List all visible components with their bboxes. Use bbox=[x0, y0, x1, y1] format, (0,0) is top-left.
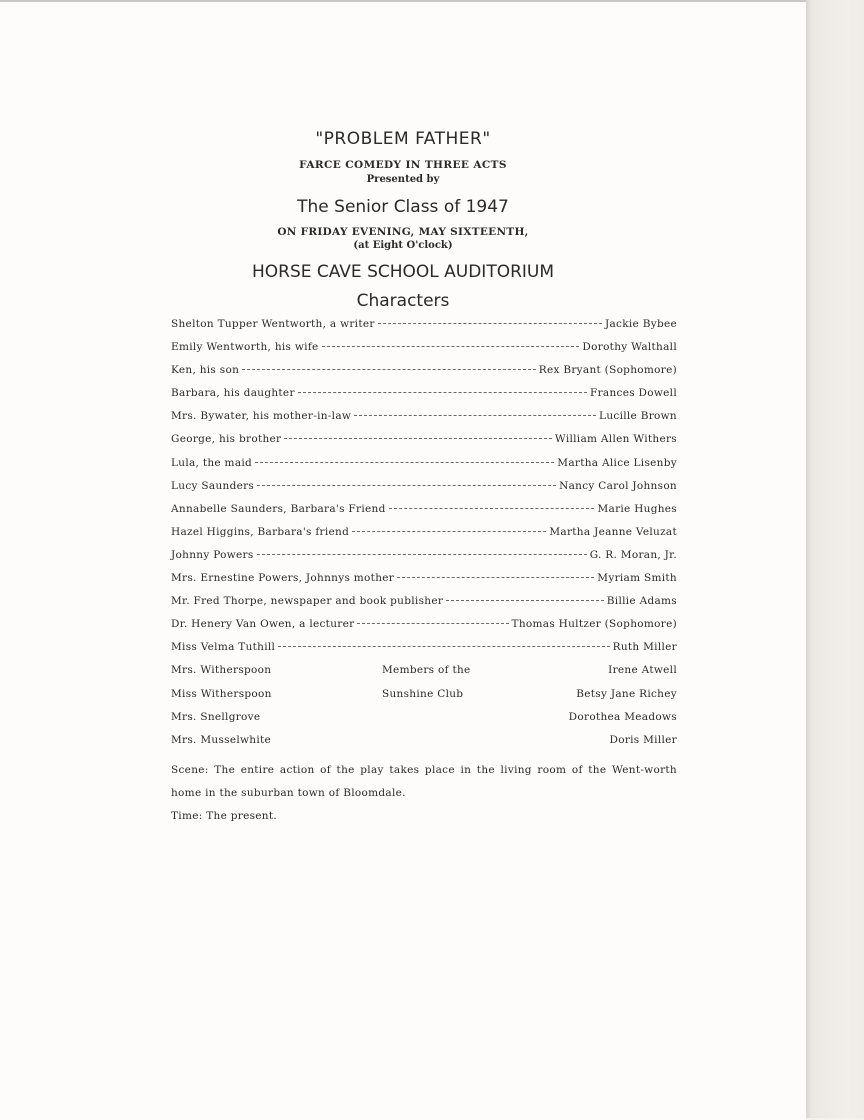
leader-dots bbox=[354, 415, 596, 416]
cast-row bbox=[171, 641, 677, 664]
presenting-class: The Senior Class of 1947 bbox=[297, 197, 509, 217]
cast-row bbox=[171, 572, 677, 595]
character-name: Mr. Fred Thorpe, newspaper and book publisher bbox=[171, 595, 444, 608]
club-label: Sunshine Club bbox=[382, 687, 464, 700]
actor-name: Rex Bryant (Sophomore) bbox=[538, 364, 677, 377]
character-name: Johnny Powers bbox=[171, 548, 254, 561]
cast-row bbox=[171, 457, 677, 480]
leader-dots bbox=[255, 462, 554, 463]
actor-name: Lucille Brown bbox=[599, 410, 677, 423]
leader-dots bbox=[242, 369, 536, 370]
actor-name: Marie Hughes bbox=[597, 502, 677, 515]
character-name: George, his brother bbox=[171, 433, 282, 446]
character-name: Mrs. Snellgrove bbox=[171, 710, 261, 723]
club-row bbox=[171, 734, 677, 757]
cast-row bbox=[171, 503, 677, 526]
actor-name: Doris Miller bbox=[609, 733, 677, 746]
actor-name: Nancy Carol Johnson bbox=[559, 479, 677, 492]
performance-date: ON FRIDAY EVENING, MAY SIXTEENTH, bbox=[277, 226, 529, 238]
actor-name: Thomas Hultzer (Sophomore) bbox=[511, 618, 677, 631]
actor-name: Frances Dowell bbox=[589, 387, 677, 400]
cast-row bbox=[171, 318, 677, 341]
club-row bbox=[171, 664, 677, 687]
character-name: Hazel Higgins, Barbara's friend bbox=[171, 525, 350, 538]
page-edge bbox=[806, 0, 864, 1118]
cast-row bbox=[171, 433, 677, 456]
leader-dots bbox=[257, 485, 556, 486]
character-name: Shelton Tupper Wentworth, a writer bbox=[171, 318, 375, 330]
leader-dots bbox=[322, 346, 580, 347]
club-row bbox=[171, 711, 677, 734]
venue: HORSE CAVE SCHOOL AUDITORIUM bbox=[251, 262, 555, 282]
leader-dots bbox=[257, 554, 587, 555]
character-name: Lula, the maid bbox=[171, 456, 253, 469]
cast-row bbox=[171, 341, 677, 364]
character-name: Miss Witherspoon bbox=[171, 687, 272, 700]
actor-name: Myriam Smith bbox=[597, 572, 677, 585]
cast-row bbox=[171, 410, 677, 433]
actor-name: G. R. Moran, Jr. bbox=[589, 548, 677, 561]
leader-dots bbox=[352, 531, 546, 532]
cast-row bbox=[171, 364, 677, 387]
actor-name: Irene Atwell bbox=[608, 664, 677, 677]
club-label: Members of the bbox=[382, 664, 471, 677]
character-name: Emily Wentworth, his wife bbox=[171, 341, 319, 354]
leader-dots bbox=[397, 577, 594, 578]
actor-name: Billie Adams bbox=[606, 595, 677, 608]
leader-dots bbox=[446, 600, 604, 601]
character-name: Mrs. Musselwhite bbox=[171, 733, 272, 746]
character-name: Miss Velma Tuthill bbox=[171, 641, 276, 654]
cast-row bbox=[171, 480, 677, 503]
leader-dots bbox=[298, 392, 587, 393]
actor-name: Martha Alice Lisenby bbox=[557, 456, 677, 469]
character-name: Mrs. Witherspoon bbox=[171, 664, 272, 677]
character-name: Mrs. Ernestine Powers, Johnnys mother bbox=[171, 572, 395, 585]
club-row bbox=[171, 688, 677, 711]
cast-row bbox=[171, 618, 677, 641]
actor-name: William Allen Withers bbox=[554, 433, 677, 446]
leader-dots bbox=[378, 323, 602, 324]
leader-dots bbox=[278, 646, 609, 647]
cast-list bbox=[171, 318, 677, 757]
actor-name: Ruth Miller bbox=[612, 641, 677, 654]
characters-heading: Characters bbox=[356, 291, 450, 311]
play-subtitle: FARCE COMEDY IN THREE ACTS bbox=[299, 159, 507, 171]
actor-name: Jackie Bybee bbox=[604, 318, 677, 330]
time-note: Time: The present. bbox=[171, 810, 278, 822]
character-name: Annabelle Saunders, Barbara's Friend bbox=[171, 502, 386, 515]
character-name: Mrs. Bywater, his mother-in-law bbox=[171, 410, 352, 423]
character-name: Ken, his son bbox=[171, 364, 240, 377]
scene-note: Scene: The entire action of the play takes place in the living room of the Went-worth home in the suburban town of Bloomdale. bbox=[171, 764, 677, 799]
play-title: "PROBLEM FATHER" bbox=[315, 129, 491, 149]
character-name: Dr. Henery Van Owen, a lecturer bbox=[171, 618, 355, 631]
cast-row bbox=[171, 526, 677, 549]
cast-row bbox=[171, 387, 677, 410]
performance-time: (at Eight O'clock) bbox=[353, 240, 453, 251]
cast-row bbox=[171, 595, 677, 618]
leader-dots bbox=[284, 438, 552, 439]
leader-dots bbox=[357, 623, 508, 624]
presented-by: Presented by bbox=[366, 174, 440, 185]
character-name: Lucy Saunders bbox=[171, 479, 255, 492]
actor-name: Dorothy Walthall bbox=[582, 341, 677, 354]
actor-name: Martha Jeanne Veluzat bbox=[549, 525, 677, 538]
actor-name: Betsy Jane Richey bbox=[576, 687, 677, 700]
actor-name: Dorothea Meadows bbox=[568, 710, 677, 723]
character-name: Barbara, his daughter bbox=[171, 387, 295, 400]
cast-row bbox=[171, 549, 677, 572]
leader-dots bbox=[389, 508, 595, 509]
